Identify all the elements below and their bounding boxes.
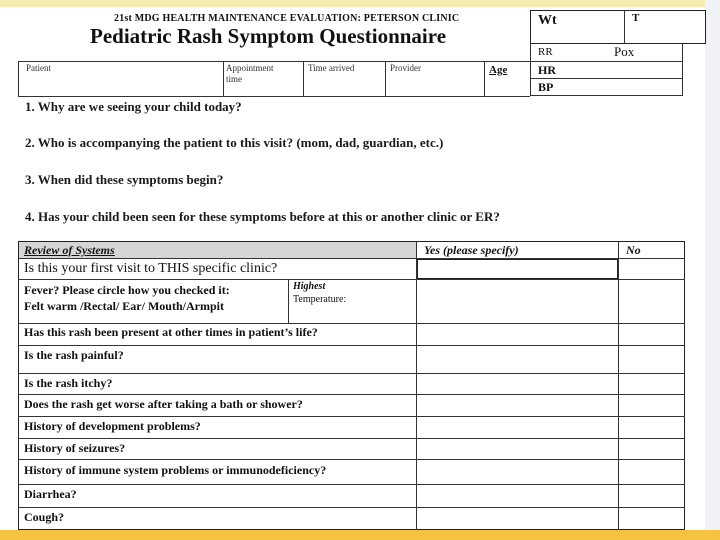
highest-l1: Highest (293, 281, 326, 292)
top-accent-bar (0, 0, 720, 7)
row-rash-bath: Does the rash get worse after taking a bath or shower? (24, 397, 303, 411)
bottom-accent-bar (0, 530, 720, 540)
col-no: No (626, 243, 641, 257)
row-rash-itchy: Is the rash itchy? (24, 376, 113, 390)
row-diarrhea: Diarrhea? (24, 487, 77, 501)
question-1: 1. Why are we seeing your child today? (25, 99, 242, 114)
col-yes: Yes (please specify) (424, 243, 519, 257)
question-2 (25, 135, 443, 151)
page-title: Pediatric Rash Symptom Questionnaire (90, 24, 447, 48)
vitals-pox: Pox (614, 44, 635, 59)
row-fever-l1: Fever? Please circle how you checked it: (24, 283, 230, 297)
highest-l2: Temperature: (293, 294, 347, 305)
field-provider: Provider (390, 63, 421, 73)
question-2-text: 2. Who is accompanying the patient to this visit? (mom, dad, guardian, etc.) (25, 135, 444, 150)
row-fever-l2: Felt warm /Rectal/ Ear/ Mouth/Armpit (24, 299, 224, 313)
question-4: 4. Has your child been seen for these symptoms before at this or another clinic or ER? (25, 209, 500, 224)
question-3: 3. When did these symptoms begin? (25, 172, 224, 187)
row-immune: History of immune system problems or immunodeficiency? (24, 463, 327, 477)
field-time-arrived: Time arrived (308, 63, 355, 73)
vitals-wt: Wt (538, 13, 557, 28)
vitals-hr: HR (538, 63, 556, 77)
field-appointment-time-l1: Appointment (226, 63, 274, 73)
row-seizures: History of seizures? (24, 441, 126, 455)
row-first-visit: Is this your first visit to THIS specific clinic? (24, 261, 278, 276)
document-page (14, 7, 704, 530)
row-rash-painful: Is the rash painful? (24, 348, 124, 362)
clinic-line: 21st MDG HEALTH MAINTENANCE EVALUATION: PETERSON CLINIC (114, 13, 460, 24)
row-development: History of development problems? (24, 419, 201, 433)
row-rash-history: Has this rash been present at other times in patient’s life? (24, 325, 318, 339)
vitals-bp: BP (538, 80, 554, 94)
col-review-of-systems: Review of Systems (24, 243, 115, 257)
vitals-rr: RR (538, 46, 553, 58)
first-visit-yes-box (417, 259, 618, 279)
field-age: Age (489, 64, 508, 76)
row-cough: Cough? (24, 510, 65, 524)
field-appointment-time-l2: time (226, 74, 242, 84)
right-edge-panel (705, 0, 720, 530)
vitals-t: T (632, 12, 640, 24)
field-patient: Patient (26, 63, 51, 73)
